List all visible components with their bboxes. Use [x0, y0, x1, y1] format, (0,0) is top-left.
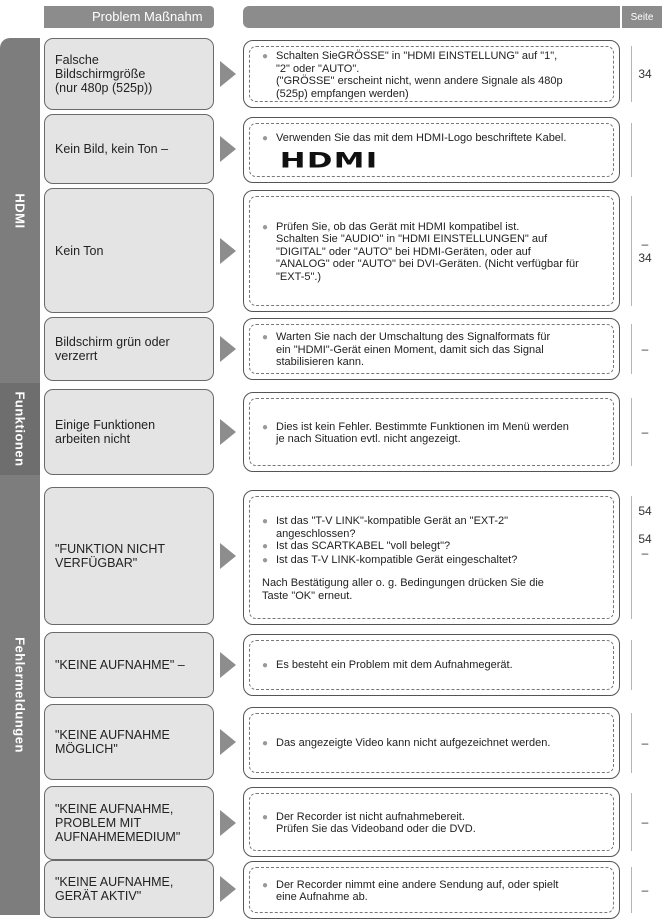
problem-box	[44, 487, 214, 625]
problem-box	[44, 38, 214, 110]
page-number: 34	[638, 67, 652, 81]
problem-box	[44, 786, 214, 860]
solution-bullet	[262, 659, 603, 673]
solution-bullet	[262, 540, 603, 554]
solution-box	[243, 707, 620, 779]
bullet-icon: ●	[262, 133, 269, 144]
svg-text:HDMI: HDMI	[279, 149, 379, 170]
bullet-icon: ●	[262, 738, 269, 750]
solution-content	[249, 496, 614, 619]
bullet-text: Dies ist kein Fehler. Bestimmte Funktionen im Menü werden je nach Situation evtl. nicht angezeigt.	[276, 420, 569, 445]
solution-content	[249, 867, 614, 913]
solution-box	[243, 490, 620, 625]
bullet-text: Das angezeigte Video kann nicht aufgezeichnet werden.	[276, 737, 551, 750]
page-divider	[631, 640, 632, 690]
bullet-text: Verwenden Sie das mit dem HDMI-Logo beschriftete Kabel.	[276, 132, 567, 144]
solution-box	[243, 392, 620, 472]
solution-bullet	[262, 50, 603, 100]
arrow-right-icon	[220, 238, 236, 264]
solution-content	[249, 46, 614, 102]
problem-text: "FUNKTION NICHT VERFÜGBAR"	[55, 542, 165, 570]
solution-bullet	[262, 421, 603, 446]
solution-bullet	[262, 132, 603, 146]
solution-box	[243, 861, 620, 919]
bullet-icon: ●	[262, 541, 269, 552]
bullet-text: Ist das "T-V LINK"-kompatible Gerät an "EXT-2" angeschlossen?	[276, 515, 509, 540]
solution-box	[243, 40, 620, 108]
solution-content	[249, 123, 614, 177]
solution-box	[243, 787, 620, 857]
problem-text: "KEINE AUFNAHME, PROBLEM MIT AUFNAHMEMEDIUM"	[55, 802, 181, 844]
arrow-right-icon	[220, 810, 236, 836]
arrow-right-icon	[220, 652, 236, 678]
bullet-text: Schalten SieGRÖSSE" in "HDMI EINSTELLUNG" auf "1", "2" oder "AUTO". ("GRÖSSE" erscheint nicht, wenn andere Signale als 480p (525p) empfangen werden)	[276, 50, 563, 100]
solution-content	[249, 640, 614, 690]
problem-box	[44, 389, 214, 475]
bullet-text: Warten Sie nach der Umschaltung des Signalformats für ein "HDMI"-Gerät einen Moment, damit sich das Signal stabilisieren kann.	[276, 331, 551, 369]
bullet-icon: ●	[262, 879, 269, 891]
solution-content	[249, 398, 614, 466]
solution-bullet	[262, 515, 603, 540]
solution-bullet	[262, 879, 603, 904]
category-funktionen	[0, 383, 40, 475]
problem-text: "KEINE AUFNAHME MÖGLICH"	[55, 728, 170, 756]
problem-text: Bildschirm grün oder verzerrt	[55, 335, 170, 363]
arrow-right-icon	[220, 543, 236, 569]
problem-box	[44, 317, 214, 381]
bullet-icon: ●	[262, 421, 269, 433]
bullet-icon: ●	[262, 660, 269, 672]
bullet-text: Es besteht ein Problem mit dem Aufnahmegerät.	[276, 659, 513, 672]
bullet-icon: ●	[262, 554, 269, 566]
solution-box	[243, 634, 620, 696]
arrow-right-icon	[220, 336, 236, 362]
problem-text: Falsche Bildschirmgröße (nur 480p (525p))	[55, 53, 153, 95]
arrow-right-icon	[220, 729, 236, 755]
hdmi-logo	[276, 150, 386, 171]
category-label: Funktionen	[12, 391, 28, 467]
category-label: HDMI	[12, 192, 28, 229]
page-number: –	[641, 736, 649, 750]
category-label: Fehlermeldungen	[12, 637, 28, 753]
solution-box	[243, 318, 620, 380]
bullet-icon: ●	[262, 332, 269, 344]
problem-box	[44, 188, 214, 313]
solution-bullet	[262, 331, 603, 369]
solution-note: Nach Bestätigung aller o. g. Bedingungen drücken Sie die Taste "OK" erneut.	[262, 577, 544, 602]
arrow-right-icon	[220, 136, 236, 162]
solution-content	[249, 793, 614, 851]
page-number: –	[641, 425, 649, 439]
solution-content	[249, 196, 614, 306]
solution-content	[249, 324, 614, 374]
page-number: –	[641, 342, 649, 356]
solution-box	[243, 117, 620, 183]
bullet-text: Der Recorder nimmt eine andere Sendung auf, oder spielt eine Aufnahme ab.	[276, 878, 559, 903]
bullet-text: Prüfen Sie, ob das Gerät mit HDMI kompatibel ist. Schalten Sie "AUDIO" in "HDMI EINSTELLUNGEN" auf "DIGITAL" oder "AUTO" bei HDMI-Geräten, oder auf "ANALOG" oder "AUTO" bei DVI-Geräten. (Nicht verfügbar für "EXT-5".)	[276, 220, 579, 283]
problem-box	[44, 860, 214, 918]
bullet-icon: ●	[262, 221, 269, 233]
header-problem: Problem Maßnahm	[44, 6, 214, 28]
problem-box	[44, 704, 214, 780]
problem-box	[44, 632, 214, 698]
problem-text: Kein Bild, kein Ton –	[55, 142, 169, 156]
category-fehlermeldungen	[0, 475, 40, 915]
page-number: –	[641, 883, 649, 897]
solution-content	[249, 713, 614, 773]
solution-bullet	[262, 554, 603, 568]
problem-text: Kein Ton	[55, 243, 104, 258]
solution-bullet	[262, 811, 603, 836]
solution-bullet	[262, 737, 603, 751]
page-divider	[631, 123, 632, 177]
bullet-text: Ist das T-V LINK-kompatible Gerät eingeschaltet?	[276, 553, 518, 566]
problem-text: "KEINE AUFNAHME, GERÄT AKTIV"	[55, 875, 174, 903]
bullet-icon: ●	[262, 811, 269, 823]
header-page: Seite	[622, 6, 662, 28]
arrow-right-icon	[220, 876, 236, 902]
problem-text: "KEINE AUFNAHME" –	[55, 658, 185, 672]
bullet-icon: ●	[262, 51, 269, 62]
header-measure	[243, 6, 620, 28]
bullet-text: Der Recorder ist nicht aufnahmebereit. Prüfen Sie das Videoband oder die DVD.	[276, 810, 476, 835]
problem-box	[44, 114, 214, 184]
category-hdmi	[0, 38, 40, 383]
page-number: 54 54 –	[638, 504, 652, 560]
page-number: –	[641, 815, 649, 829]
solution-box	[243, 190, 620, 312]
bullet-text: Ist das SCARTKABEL "voll belegt"?	[276, 540, 451, 552]
problem-text: Einige Funktionen arbeiten nicht	[55, 418, 156, 446]
solution-bullet	[262, 221, 603, 284]
arrow-right-icon	[220, 61, 236, 87]
bullet-icon: ●	[262, 516, 269, 527]
page-number: – 34	[638, 237, 652, 265]
arrow-right-icon	[220, 419, 236, 445]
